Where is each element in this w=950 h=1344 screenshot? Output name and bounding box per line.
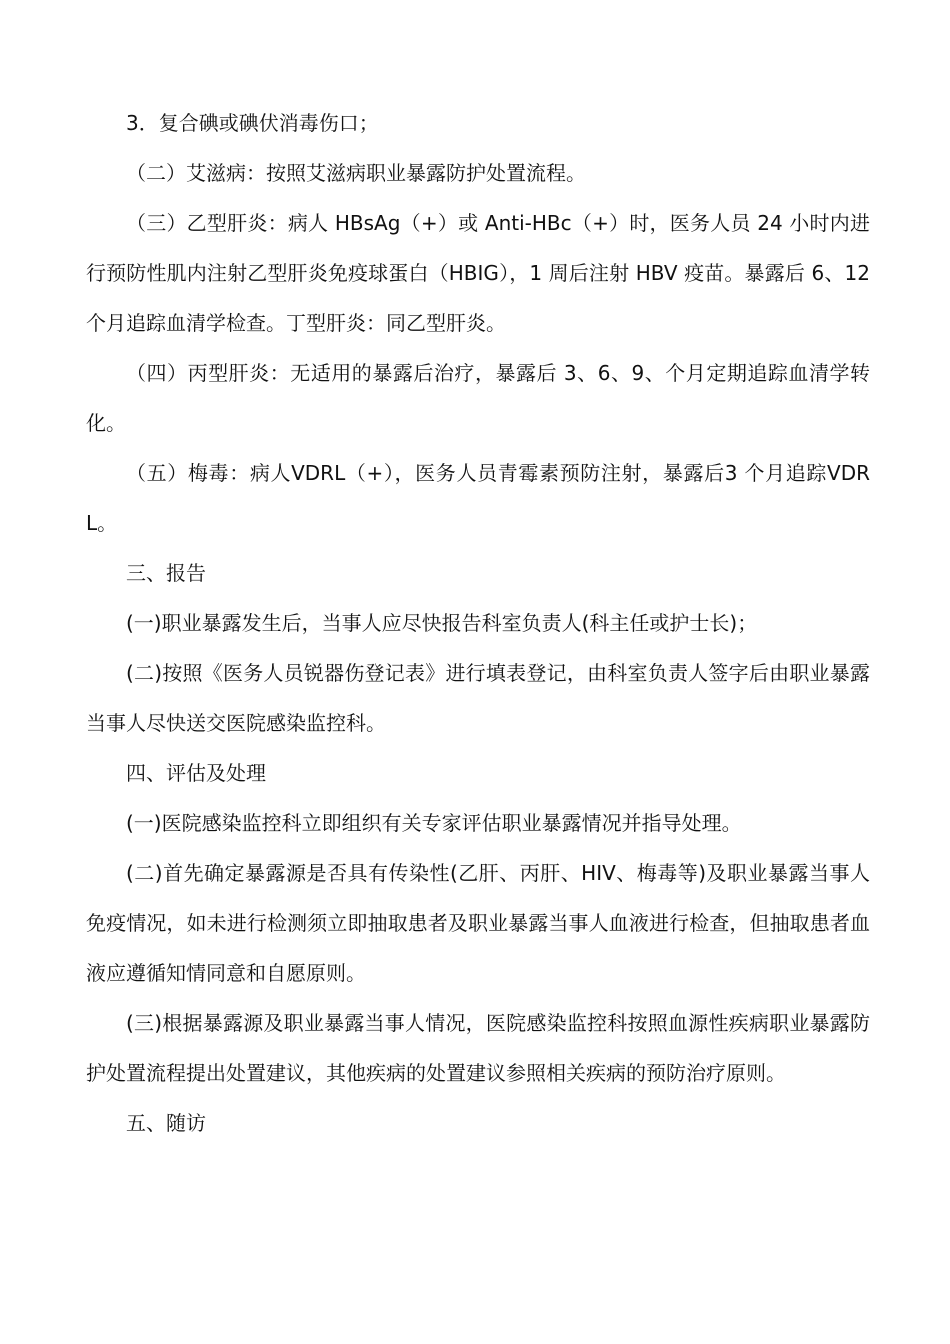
item-disinfect-wound: 3．复合碘或碘伏消毒伤口；	[126, 111, 379, 135]
assessment-item-2: (二)首先确定暴露源是否具有传染性(乙肝、丙肝、HIV、梅毒等)及职业暴露当事人免疫情况，如未进行检测须立即抽取患者及职业暴露当事人血液进行检查，但抽取患者血液应遵循知情同意和自愿原则。	[86, 861, 870, 985]
report-item-1: (一)职业暴露发生后，当事人应尽快报告科室负责人(科主任或护士长)；	[126, 611, 758, 635]
item-hepatitis-b: （三）乙型肝炎：病人 HBsAg（+）或 Anti-HBc（+）时，医务人员 24 小时内进行预防性肌内注射乙型肝炎免疫球蛋白（HBIG），1 周后注射 HBV 疫苗。暴露后 6、12 个月追踪血清学检查。丁型肝炎：同乙型肝炎。	[86, 211, 870, 335]
section-heading-followup: 五、随访	[126, 1111, 206, 1135]
assessment-item-3: (三)根据暴露源及职业暴露当事人情况，医院感染监控科按照血源性疾病职业暴露防护处置流程提出处置建议，其他疾病的处置建议参照相关疾病的预防治疗原则。	[86, 1011, 870, 1085]
section-heading-assessment: 四、评估及处理	[126, 761, 266, 785]
section-heading-report: 三、报告	[126, 561, 206, 585]
assessment-item-1: (一)医院感染监控科立即组织有关专家评估职业暴露情况并指导处理。	[126, 811, 742, 835]
item-hepatitis-c: （四）丙型肝炎：无适用的暴露后治疗，暴露后 3、6、9、个月定期追踪血清学转化。	[86, 361, 870, 435]
document-body	[86, 98, 870, 1148]
item-aids: （二）艾滋病：按照艾滋病职业暴露防护处置流程。	[126, 161, 586, 185]
item-syphilis: （五）梅毒：病人VDRL（+），医务人员青霉素预防注射，暴露后3 个月追踪VDRL。	[86, 461, 870, 535]
report-item-2: (二)按照《医务人员锐器伤登记表》进行填表登记，由科室负责人签字后由职业暴露当事人尽快送交医院感染监控科。	[86, 661, 870, 735]
